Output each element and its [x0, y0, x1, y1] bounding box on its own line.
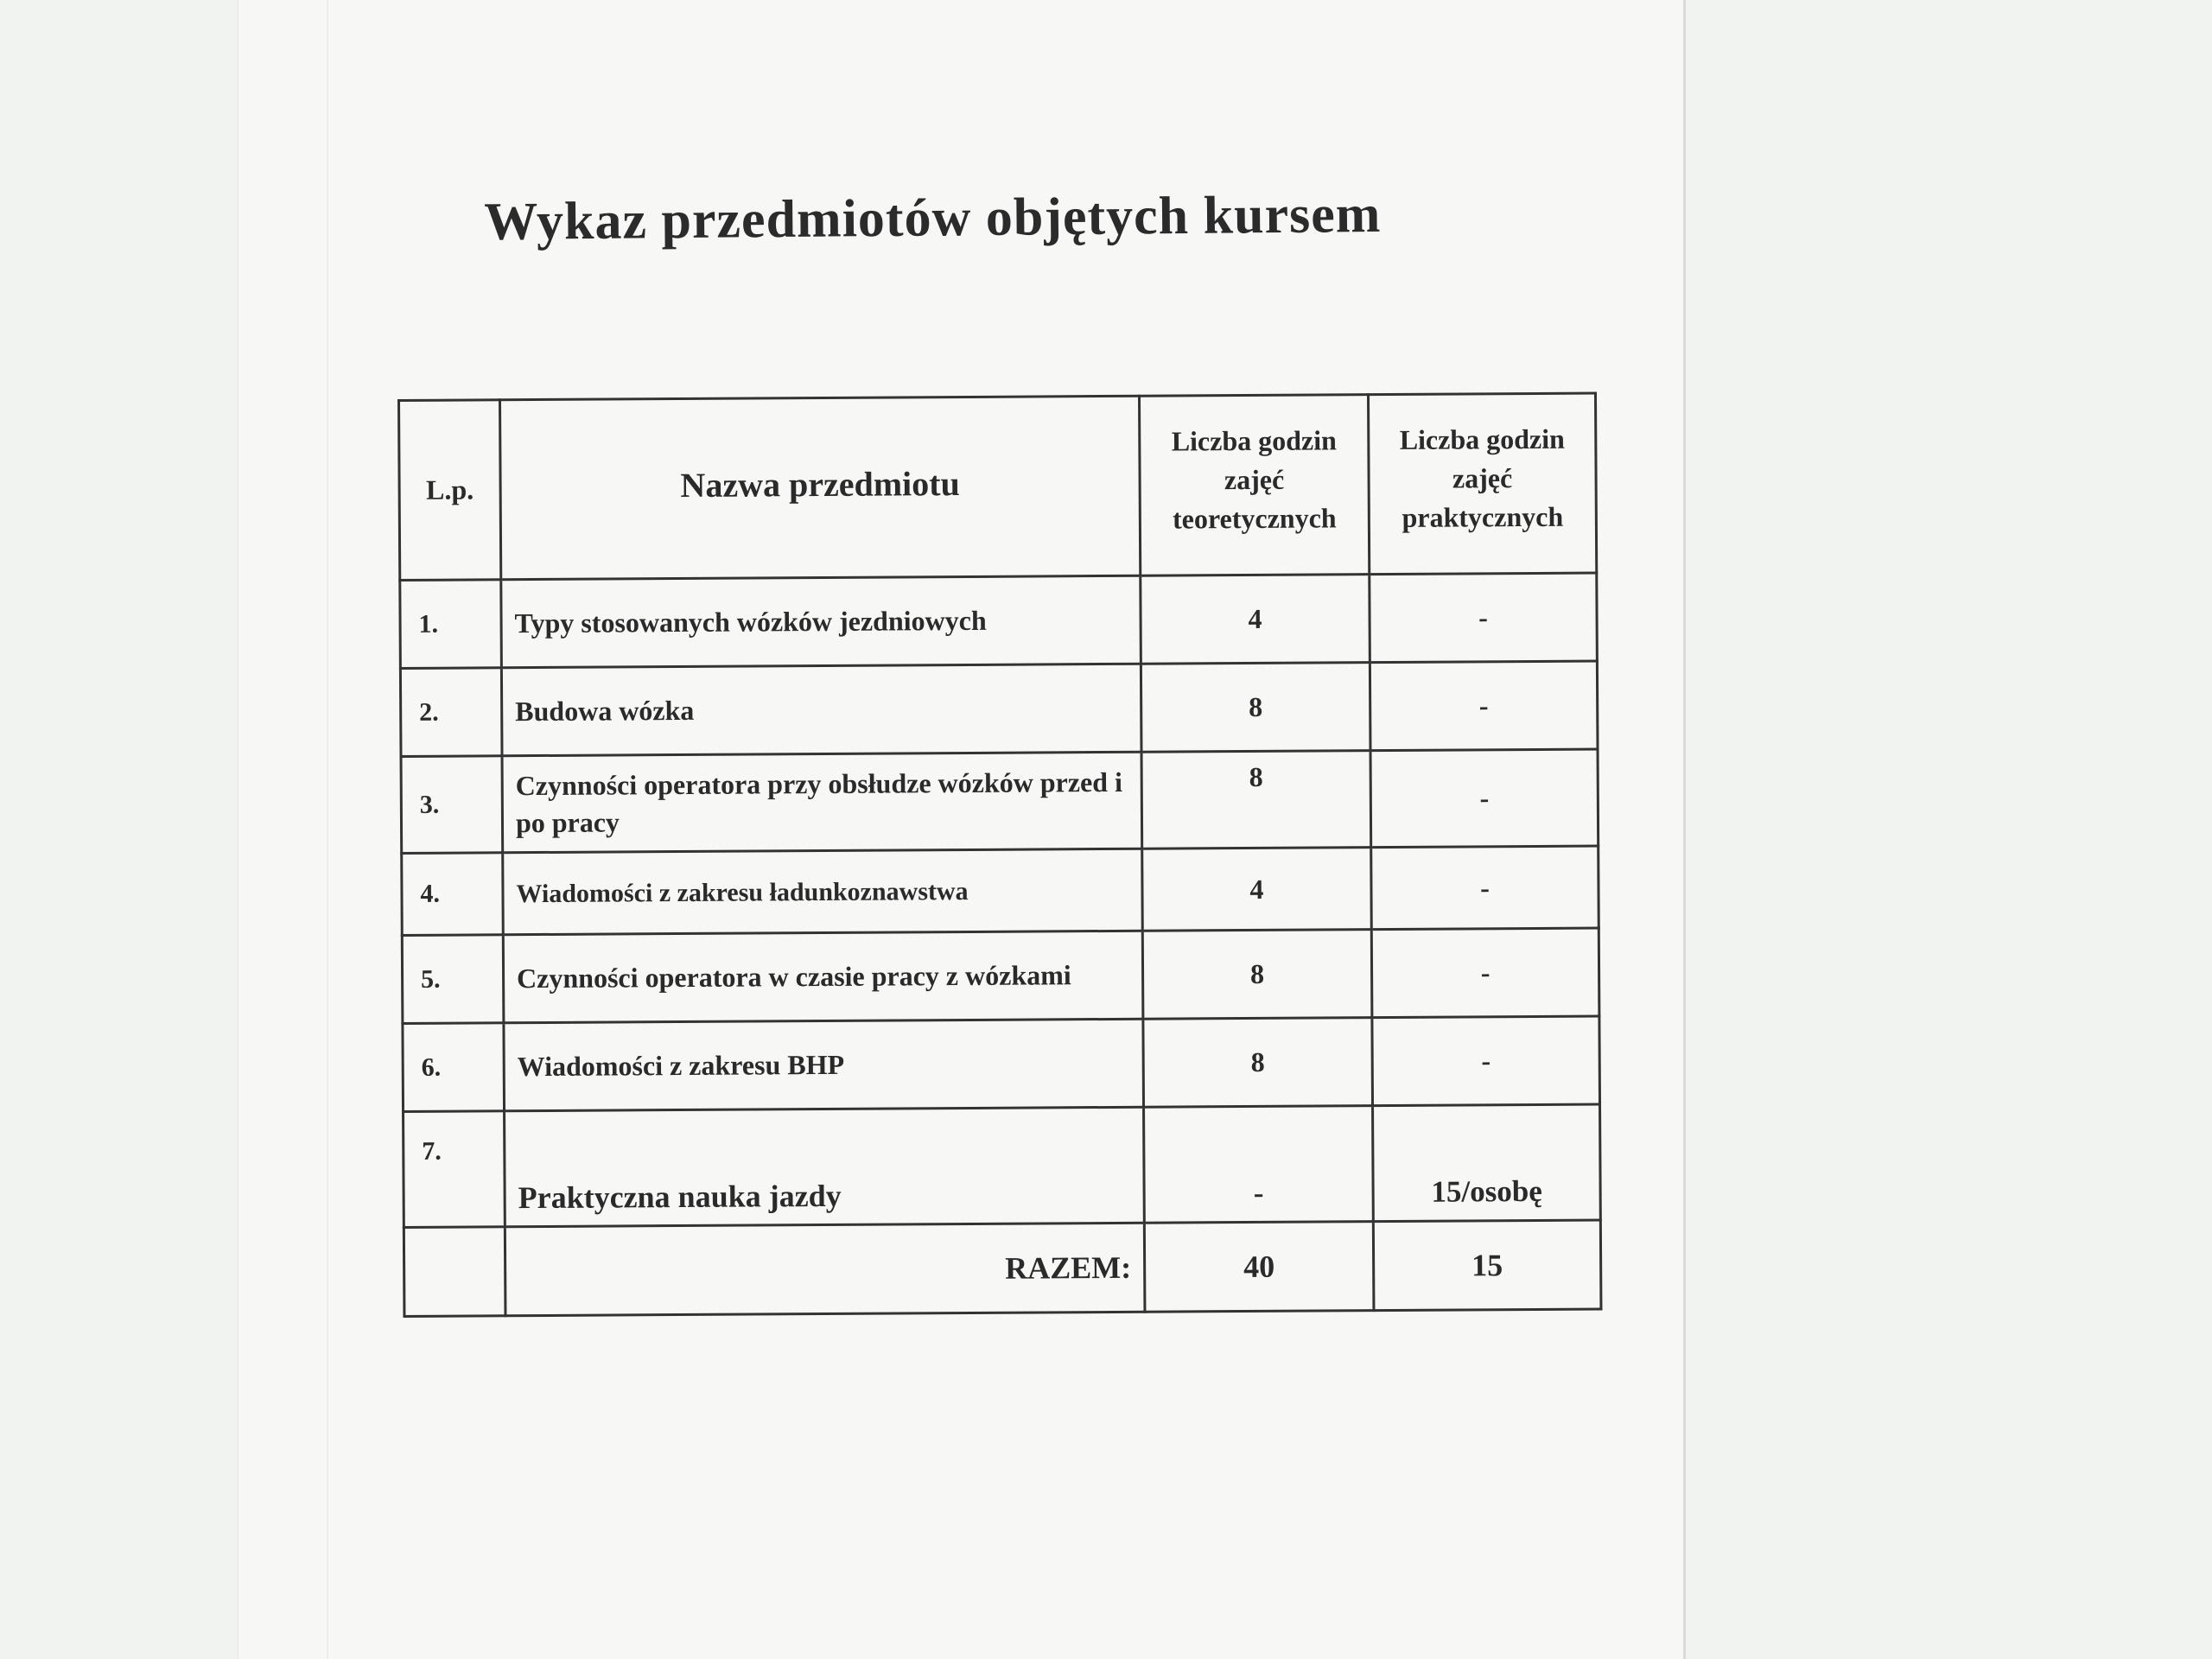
- total-label: RAZEM:: [505, 1223, 1145, 1316]
- row-theory-hours: 4: [1141, 575, 1370, 664]
- row-lp: 7.: [404, 1111, 505, 1228]
- row-subject-name: Wiadomości z zakresu BHP: [504, 1019, 1144, 1111]
- row-lp: 4.: [402, 853, 504, 936]
- row-subject-name: Budowa wózka: [501, 664, 1141, 756]
- row-theory-hours: 8: [1141, 751, 1371, 849]
- row-subject-name: Wiadomości z zakresu ładunkoznawstwa: [503, 849, 1143, 935]
- row-subject-name: Czynności operatora w czasie pracy z wózkami: [503, 931, 1143, 1023]
- header-subject-name: Nazwa przedmiotu: [500, 396, 1141, 580]
- total-practice-hours: 15: [1373, 1220, 1601, 1311]
- row-lp: 5.: [402, 935, 504, 1024]
- row-lp: 3.: [401, 756, 503, 854]
- header-lp: L.p.: [399, 400, 501, 581]
- header-practice-hours: [1368, 393, 1596, 575]
- table-row: [401, 749, 1599, 853]
- row-theory-hours: 8: [1141, 663, 1370, 753]
- document-title: Wykaz przedmiotów objętych kursem: [484, 184, 1382, 251]
- table-row: [402, 846, 1599, 935]
- row-theory-hours: 4: [1142, 848, 1372, 931]
- row-lp: 6.: [403, 1023, 505, 1112]
- row-subject-name: Praktyczna nauka jazdy: [505, 1107, 1145, 1227]
- table-row: [404, 1104, 1601, 1227]
- total-lp-empty: [404, 1227, 505, 1317]
- header-practice-line-3: praktycznych: [1402, 500, 1564, 533]
- row-practice-hours: -: [1370, 661, 1598, 751]
- row-theory-hours: -: [1144, 1106, 1374, 1224]
- row-practice-hours: 15/osobę: [1373, 1104, 1601, 1222]
- row-theory-hours: 8: [1142, 930, 1372, 1020]
- row-practice-hours: -: [1371, 846, 1599, 930]
- header-practice-line-1: Liczba godzin: [1399, 423, 1565, 455]
- header-theory-line-2: zajęć: [1224, 463, 1285, 496]
- table-row: [402, 928, 1599, 1023]
- table-row: [400, 661, 1598, 756]
- row-subject-name: Typy stosowanych wózków jezdniowych: [501, 575, 1141, 668]
- row-theory-hours: 8: [1143, 1018, 1373, 1108]
- table-row: [403, 1016, 1600, 1111]
- course-subjects-table-wrapper: [397, 392, 1602, 1318]
- row-practice-hours: -: [1372, 1016, 1600, 1106]
- course-subjects-table: [397, 392, 1602, 1318]
- table-header-row: [399, 393, 1597, 580]
- table-total-row: [404, 1220, 1601, 1316]
- row-lp: 1.: [400, 580, 502, 669]
- header-theory-line-1: Liczba godzin: [1171, 424, 1337, 457]
- row-practice-hours: -: [1371, 928, 1599, 1018]
- row-practice-hours: -: [1370, 573, 1598, 663]
- total-theory-hours: 40: [1144, 1222, 1374, 1313]
- paper-fold-line: [327, 0, 328, 1659]
- row-lp: 2.: [400, 668, 502, 757]
- header-theory-hours: [1139, 395, 1369, 576]
- header-theory-line-3: teoretycznych: [1172, 502, 1337, 535]
- table-row: [400, 573, 1598, 668]
- row-subject-name: Czynności operatora przy obsłudze wózków przed i po pracy: [502, 752, 1142, 853]
- row-practice-hours: -: [1370, 749, 1599, 848]
- paper-right-edge: [1683, 0, 1686, 1659]
- header-practice-line-2: zajęć: [1452, 462, 1513, 494]
